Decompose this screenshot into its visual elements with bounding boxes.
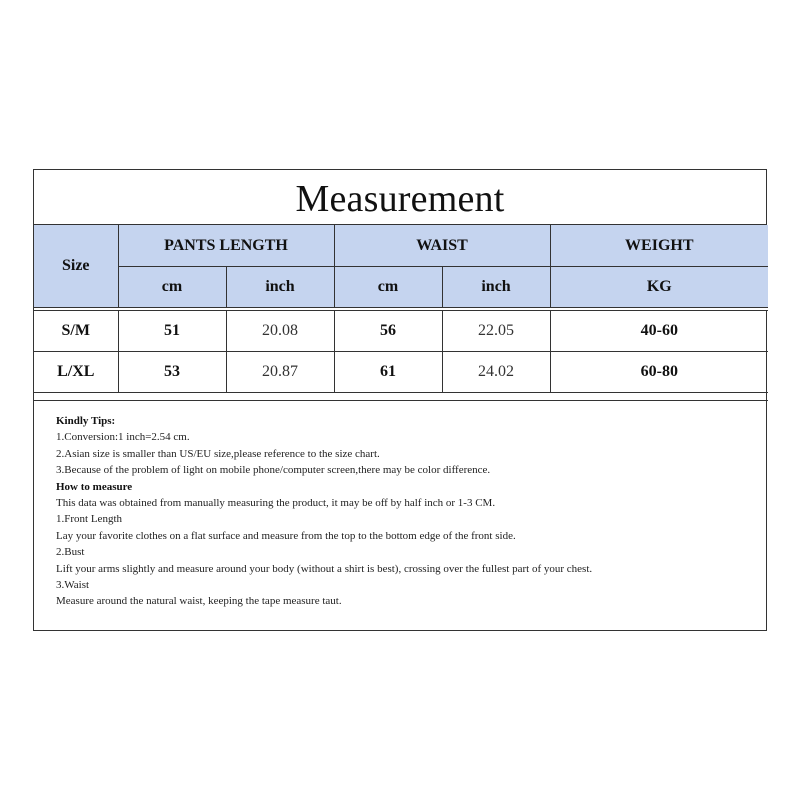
tip-line: 3.Because of the problem of light on mobile phone/computer screen,there may be color difference.: [56, 464, 491, 477]
pants-length-header: PANTS LENGTH: [118, 225, 334, 267]
weight-cell: 40-60: [550, 311, 768, 352]
kindly-tips-heading: Kindly Tips:: [56, 415, 116, 427]
unit-cm-pants: cm: [118, 267, 226, 308]
waist-cm-cell: 56: [334, 311, 442, 352]
how-to-measure-heading: How to measure: [56, 480, 133, 493]
unit-inch-waist: inch: [442, 267, 550, 308]
unit-inch-pants: inch: [226, 267, 334, 308]
waist-header: WAIST: [334, 225, 550, 267]
size-chart: [33, 169, 767, 631]
waist-inch-cell: 22.05: [442, 311, 550, 352]
measure-line: This data was obtained from manually measuring the product, it may be off by half inch or 1-3 CM.: [56, 497, 496, 510]
title-row: [34, 170, 766, 225]
table-row: [34, 352, 768, 393]
pants-cm-cell: 53: [118, 352, 226, 393]
measure-line: Measure around the natural waist, keeping the tape measure taut.: [56, 595, 342, 608]
table-row: [34, 311, 768, 352]
tips-divider: [34, 393, 768, 401]
measure-line: Lift your arms slightly and measure around your body (without a shirt is best), crossing over the fullest part of your chest.: [56, 562, 593, 575]
measure-line: 1.Front Length: [56, 513, 122, 526]
pants-inch-cell: 20.08: [226, 311, 334, 352]
pants-cm-cell: 51: [118, 311, 226, 352]
size-header: Size: [34, 225, 118, 308]
pants-inch-cell: 20.87: [226, 352, 334, 393]
header-row-groups: [34, 225, 768, 267]
unit-cm-waist: cm: [334, 267, 442, 308]
measure-line: 2.Bust: [56, 546, 85, 559]
tip-line: 2.Asian size is smaller than US/EU size,please reference to the size chart.: [56, 447, 380, 460]
waist-cm-cell: 61: [334, 352, 442, 393]
size-cell: L/XL: [34, 352, 118, 393]
measure-line: 3.Waist: [56, 579, 90, 592]
header-row-units: [34, 267, 768, 308]
chart-title: Measurement: [295, 178, 505, 220]
waist-inch-cell: 24.02: [442, 352, 550, 393]
weight-cell: 60-80: [550, 352, 768, 393]
tip-line: 1.Conversion:1 inch=2.54 cm.: [56, 431, 190, 444]
size-table: [34, 225, 768, 401]
size-cell: S/M: [34, 311, 118, 352]
measure-line: Lay your favorite clothes on a flat surface and measure from the top to the bottom edge of the front side.: [56, 529, 516, 542]
tips-section: [34, 401, 766, 630]
weight-header: WEIGHT: [550, 225, 768, 267]
unit-kg-weight: KG: [550, 267, 768, 308]
